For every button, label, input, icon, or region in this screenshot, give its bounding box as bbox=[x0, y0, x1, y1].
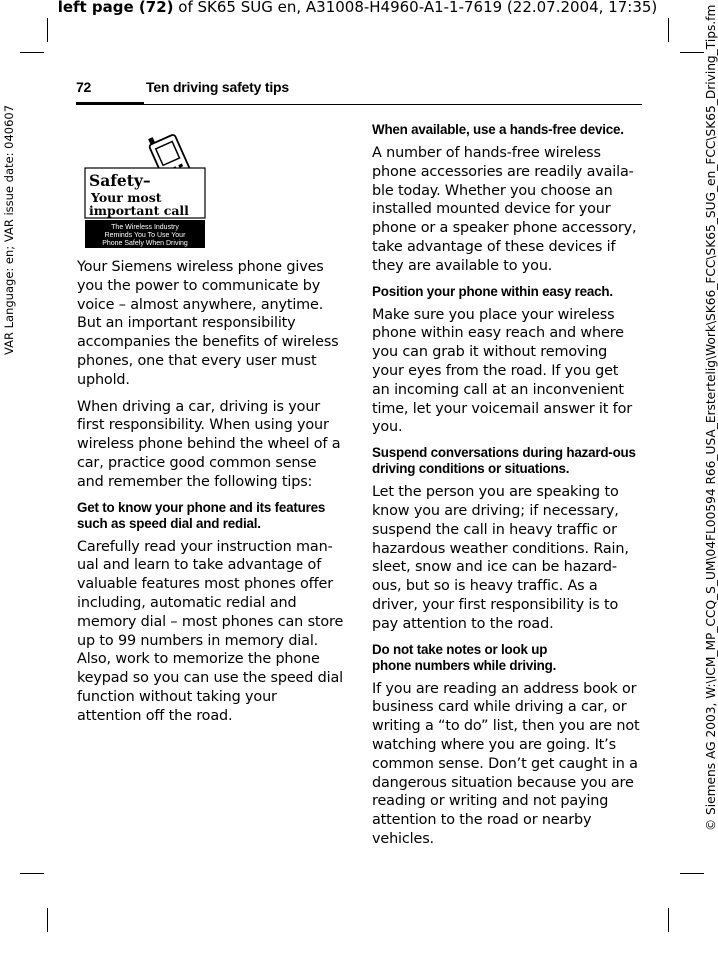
tip-body: Make sure you place your wireless phone within easy reach and where you can grab it without removing your eyes from the road. If you get an incoming call at an inconvenient time, let your voicemail answer it for you. bbox=[372, 306, 633, 436]
print-header bbox=[0, 0, 715, 16]
tip-body: If you are reading an address book or business card while driving a car, or writing a “to do” list, then you are not watching where you are going. It’s common sense. Don’t get caught in a dangerous situation because you are reading or writing and not paying attention to the road or nearby vehicles. bbox=[372, 680, 640, 847]
tip-heading: Get to know your phone and its features such as speed dial and redial. bbox=[77, 499, 326, 531]
logo-band-line: Reminds You To Use Your bbox=[104, 232, 186, 239]
logo-safety: Safety– bbox=[89, 171, 151, 190]
right-column bbox=[372, 122, 640, 849]
file-path-note: © Siemens AG 2003, W:\ICM_MP_CCQ_S_UM\04FL00594 R66_USA_Erstertelig\Work\SK66_FCC\SK65_SUG_en_FCC\SK65_Driving_Tips.fm bbox=[704, 4, 718, 831]
left-column bbox=[77, 258, 345, 726]
intro-paragraph: Your Siemens wireless phone gives you the power to communicate by voice – almost anywhere, anytime. But an important responsibility accompanies the benefits of wireless phones, one that every user must uphold. bbox=[77, 259, 339, 388]
var-language-note: VAR Language: en; VAR issue date: 040607 bbox=[2, 104, 16, 355]
tip-heading: Suspend conversations during hazard-ous driving conditions or situations. bbox=[372, 445, 636, 477]
tip-heading: phone numbers while driving. bbox=[372, 657, 557, 673]
crop-mark bbox=[20, 873, 44, 874]
header-rule bbox=[144, 104, 642, 105]
crop-mark bbox=[47, 18, 48, 42]
crop-mark bbox=[47, 908, 48, 932]
tip-body: A number of hands-free wireless phone accessories are readily availa-ble today. Whether you choose an installed mounted device for your phone or a speaker phone accessory, take advantage of these devices if they are available to you. bbox=[372, 145, 637, 274]
crop-mark bbox=[668, 18, 669, 42]
tip-heading: When available, use a hands-free device. bbox=[372, 122, 624, 137]
print-header-page: left page (72) bbox=[57, 0, 174, 16]
logo-band-line: Phone Safely When Driving bbox=[102, 240, 188, 247]
driving-paragraph: When driving a car, driving is your first responsibility. When using your wireless phone behind the wheel of a car, practice good common sense and remember the following tips: bbox=[77, 398, 341, 490]
page-title: Ten driving safety tips bbox=[146, 79, 289, 95]
tip-heading: Do not take notes or look up bbox=[372, 641, 548, 657]
logo-band-line: The Wireless Industry bbox=[111, 224, 179, 231]
page-number: 72 bbox=[76, 79, 91, 95]
crop-mark bbox=[668, 908, 669, 932]
crop-mark bbox=[20, 52, 44, 53]
tip-body: Carefully read your instruction man-ual and learn to take advantage of valuable features most phones offer including, automatic redial and memory dial – most phones can store up to 99 numbers in memory dial. Also, work to memorize the phone keypad so you can use the speed dial function without taking your attention off the road. bbox=[77, 538, 344, 724]
print-header-info: of SK65 SUG en, A31008-H4960-A1-1-7619 (22.07.2004, 17:35) bbox=[173, 0, 658, 16]
logo-your-most: Your most bbox=[91, 190, 162, 205]
crop-mark bbox=[680, 52, 704, 53]
crop-mark bbox=[680, 873, 704, 874]
header-rule-thick bbox=[76, 102, 144, 105]
logo-important-call: important call bbox=[89, 203, 189, 218]
safety-logo bbox=[83, 124, 209, 250]
tip-body: Let the person you are speaking to know you are driving; if necessary, suspend the call in heavy traffic or hazardous weather conditions. Rain, sleet, snow and ice can be hazard-ous, but so is heavy traffic. As a driver, your first responsibility is to pay attention to the road. bbox=[372, 484, 629, 632]
tip-heading: Position your phone within easy reach. bbox=[372, 283, 613, 299]
